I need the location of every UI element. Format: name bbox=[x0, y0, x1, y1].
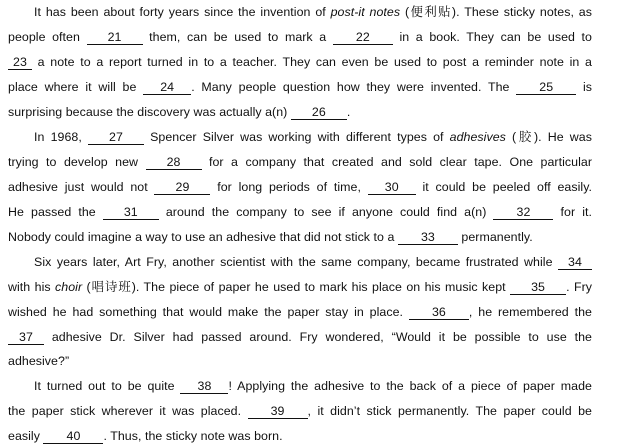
italic-term: choir bbox=[55, 280, 83, 294]
text: (便利贴). These sticky notes, as bbox=[400, 5, 592, 19]
text: adhesive Dr. Silver had passed around. Fry wondered, “Would it be possible to use the bbox=[44, 330, 592, 344]
text: for a company that created and sold clear tape. One particular bbox=[201, 155, 592, 169]
text: the paper stick wherever it was placed. bbox=[8, 404, 248, 418]
text: Nobody could imagine a way to use an adhesive that did not stick to a bbox=[8, 230, 398, 244]
text: around the company to see if anyone could find a(n) bbox=[158, 205, 494, 219]
text: for long periods of time, bbox=[210, 180, 368, 194]
text: a note to a report turned in to a teacher. They can even be used to post a reminder note in a bbox=[32, 55, 592, 69]
passage-line bbox=[8, 352, 592, 370]
passage-line bbox=[8, 178, 592, 196]
text: . bbox=[346, 105, 351, 119]
passage-line bbox=[8, 28, 592, 46]
blank-35[interactable]: 35 bbox=[510, 280, 566, 295]
text: surprising because the discovery was actually a(n) bbox=[8, 105, 291, 119]
blank-23[interactable]: 23 bbox=[8, 55, 32, 70]
passage-line bbox=[8, 153, 592, 171]
text: easily bbox=[8, 429, 44, 443]
blank-28[interactable]: 28 bbox=[146, 155, 202, 170]
italic-term: adhesives bbox=[449, 130, 506, 144]
text: , he remembered the bbox=[468, 305, 592, 319]
passage-line bbox=[8, 128, 592, 146]
text: ! Applying the adhesive to the back of a piece of paper made bbox=[228, 379, 592, 393]
blank-29[interactable]: 29 bbox=[154, 180, 210, 195]
blank-33[interactable]: 33 bbox=[398, 230, 458, 245]
passage-line bbox=[8, 103, 592, 121]
blank-30[interactable]: 30 bbox=[368, 180, 416, 195]
text: . Thus, the sticky note was born. bbox=[103, 429, 283, 443]
text: wished he had something that would make the paper stay in place. bbox=[8, 305, 409, 319]
text: (胶). He was bbox=[505, 130, 592, 144]
blank-21[interactable]: 21 bbox=[87, 30, 143, 45]
passage-line bbox=[8, 328, 592, 346]
passage-line bbox=[8, 203, 592, 221]
passage-line bbox=[8, 377, 592, 395]
text: in a book. They can be used to bbox=[392, 30, 592, 44]
blank-26[interactable]: 26 bbox=[291, 105, 347, 120]
text: for it. bbox=[553, 205, 593, 219]
text: with his bbox=[8, 280, 56, 294]
passage-line bbox=[8, 3, 592, 21]
text: It has been about forty years since the invention of bbox=[34, 5, 331, 19]
blank-25[interactable]: 25 bbox=[516, 80, 576, 95]
blank-27[interactable]: 27 bbox=[88, 130, 144, 145]
passage-line bbox=[8, 253, 592, 271]
text: adhesive just would not bbox=[8, 180, 155, 194]
blank-31[interactable]: 31 bbox=[103, 205, 159, 220]
text: Six years later, Art Fry, another scientist with the same company, became frustrated while bbox=[34, 255, 558, 269]
text: people often bbox=[8, 30, 87, 44]
passage-line bbox=[8, 402, 592, 420]
passage-line bbox=[8, 78, 592, 96]
blank-34[interactable]: 34 bbox=[558, 255, 592, 270]
text: trying to develop new bbox=[8, 155, 146, 169]
blank-37[interactable]: 37 bbox=[8, 330, 44, 345]
passage-line bbox=[8, 278, 592, 296]
passage-line bbox=[8, 228, 592, 246]
blank-39[interactable]: 39 bbox=[248, 404, 308, 419]
blank-40[interactable]: 40 bbox=[43, 429, 103, 444]
blank-24[interactable]: 24 bbox=[143, 80, 191, 95]
text: adhesive?” bbox=[8, 354, 70, 368]
text: . Many people question how they were invented. The bbox=[191, 80, 517, 94]
italic-term: post-it notes bbox=[330, 5, 401, 19]
text: permanently. bbox=[457, 230, 533, 244]
text: , it didn’t stick permanently. The paper could be bbox=[307, 404, 592, 418]
blank-36[interactable]: 36 bbox=[409, 305, 469, 320]
text: it could be peeled off easily. bbox=[415, 180, 593, 194]
text: . Fry bbox=[566, 280, 593, 294]
text: Spencer Silver was working with different types of bbox=[143, 130, 450, 144]
blank-38[interactable]: 38 bbox=[180, 379, 228, 394]
text: In 1968, bbox=[34, 130, 88, 144]
passage-line bbox=[8, 427, 592, 445]
text: He passed the bbox=[8, 205, 103, 219]
passage-line bbox=[8, 303, 592, 321]
text: It turned out to be quite bbox=[34, 379, 181, 393]
blank-32[interactable]: 32 bbox=[493, 205, 553, 220]
text: them, can be used to mark a bbox=[142, 30, 333, 44]
text: place where it will be bbox=[8, 80, 144, 94]
blank-22[interactable]: 22 bbox=[333, 30, 393, 45]
text: is bbox=[576, 80, 593, 94]
passage-line bbox=[8, 53, 592, 71]
text: (唱诗班). The piece of paper he used to mark his place on his music kept bbox=[82, 280, 511, 294]
